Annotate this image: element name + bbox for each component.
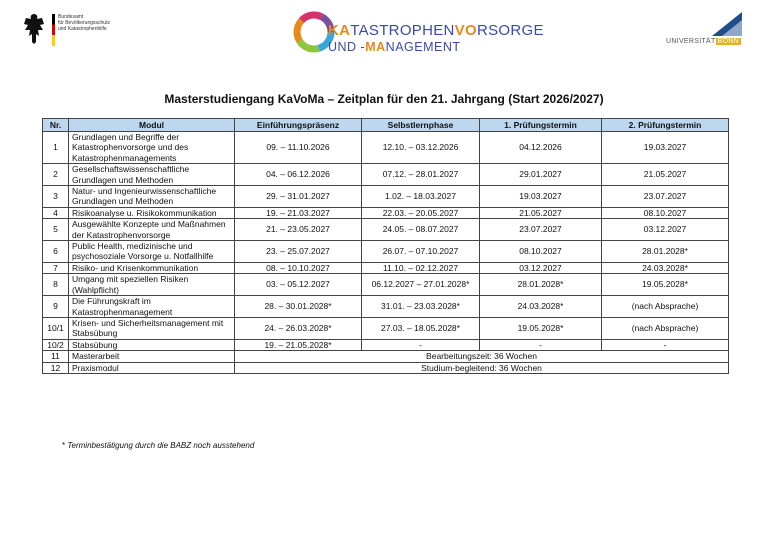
table-row — [43, 317, 729, 339]
federal-eagle-icon — [22, 12, 46, 46]
cell-pruefung1: 19.03.2027 — [480, 186, 602, 208]
cell-pruefung2: (nach Absprache) — [602, 296, 729, 318]
cell-modul: Krisen- und Sicherheitsmanagement mit Stabsübung — [69, 317, 235, 339]
cell-modul: Risikoanalyse u. Risikokommunikation — [69, 207, 235, 218]
cell-modul: Ausgewählte Konzepte und Maßnahmen der Katastrophenvorsorge — [69, 219, 235, 241]
cell-pruefung1: 21.05.2027 — [480, 207, 602, 218]
cell-selbstlern: 26.07. – 07.10.2027 — [362, 241, 480, 263]
cell-pruefung1: 29.01.2027 — [480, 164, 602, 186]
cell-nr: 8 — [43, 274, 69, 296]
cell-pruefung2: 03.12.2027 — [602, 219, 729, 241]
cell-modul: Grundlagen und Begriffe der Katastrophenvorsorge und des Katastrophenmanagements — [69, 132, 235, 164]
cell-pruefung2: (nach Absprache) — [602, 317, 729, 339]
cell-einfuehrung: 28. – 30.01.2028* — [235, 296, 362, 318]
cell-pruefung1: - — [480, 339, 602, 350]
bbk-line: und Katastrophenhilfe — [58, 26, 107, 33]
table-row — [43, 207, 729, 218]
cell-nr: 10/1 — [43, 317, 69, 339]
cell-selbstlern: 12.10. – 03.12.2026 — [362, 132, 480, 164]
cell-pruefung1: 08.10.2027 — [480, 241, 602, 263]
header-selbstlern: Selbstlernphase — [362, 119, 480, 132]
bbk-line: Bundesamt — [58, 14, 84, 20]
table-row — [43, 219, 729, 241]
cell-pruefung1: 03.12.2027 — [480, 262, 602, 273]
cell-einfuehrung: 29. – 31.01.2027 — [235, 186, 362, 208]
cell-merged-duration: Bearbeitungszeit: 36 Wochen — [235, 351, 729, 362]
cell-nr: 12 — [43, 362, 69, 373]
cell-einfuehrung: 19. – 21.03.2027 — [235, 207, 362, 218]
cell-nr: 7 — [43, 262, 69, 273]
page-title: Masterstudiengang KaVoMa – Zeitplan für den 21. Jahrgang (Start 2026/2027) — [164, 92, 604, 106]
table-row — [43, 339, 729, 350]
table-row — [43, 164, 729, 186]
header-einfuehrung: Einführungspräsenz — [235, 119, 362, 132]
cell-selbstlern: 07.12. – 28.01.2027 — [362, 164, 480, 186]
cell-modul: Die Führungskraft im Katastrophenmanagement — [69, 296, 235, 318]
footnote-text: Terminbestätigung durch die BABZ noch ausstehend — [67, 441, 255, 450]
cell-modul: Praxismodul — [69, 362, 235, 373]
cell-modul: Natur- und Ingenieurwissenschaftliche Grundlagen und Methoden — [69, 186, 235, 208]
schedule-table — [42, 118, 729, 374]
cell-pruefung1: 24.03.2028* — [480, 296, 602, 318]
cell-einfuehrung: 09. – 11.10.2026 — [235, 132, 362, 164]
uni-bonn-logo — [666, 12, 744, 48]
cell-einfuehrung: 19. – 21.05.2028* — [235, 339, 362, 350]
footnote-star: * — [62, 441, 66, 450]
cell-modul: Stabsübung — [69, 339, 235, 350]
cell-selbstlern: 11.10. – 02.12.2027 — [362, 262, 480, 273]
cell-einfuehrung: 08. – 10.10.2027 — [235, 262, 362, 273]
table-row — [43, 274, 729, 296]
cell-pruefung2: - — [602, 339, 729, 350]
cell-einfuehrung: 21. – 23.05.2027 — [235, 219, 362, 241]
kavoma-logo — [290, 8, 544, 56]
cell-nr: 11 — [43, 351, 69, 362]
cell-nr: 5 — [43, 219, 69, 241]
cell-pruefung2: 23.07.2027 — [602, 186, 729, 208]
cell-pruefung1: 04.12.2026 — [480, 132, 602, 164]
table-row — [43, 351, 729, 362]
cell-nr: 2 — [43, 164, 69, 186]
bbk-logo — [22, 12, 152, 52]
cell-nr: 3 — [43, 186, 69, 208]
cell-nr: 1 — [43, 132, 69, 164]
cell-pruefung2: 21.05.2027 — [602, 164, 729, 186]
kavoma-line2: UND -MANAGEMENT — [328, 40, 461, 54]
cell-pruefung1: 28.01.2028* — [480, 274, 602, 296]
table-row — [43, 296, 729, 318]
cell-nr: 4 — [43, 207, 69, 218]
header-modul: Modul — [69, 119, 235, 132]
cell-einfuehrung: 04. – 06.12.2026 — [235, 164, 362, 186]
bbk-text — [58, 14, 150, 33]
header-nr: Nr. — [43, 119, 69, 132]
cell-einfuehrung: 24. – 26.03.2028* — [235, 317, 362, 339]
cell-selbstlern: 31.01. – 23.03.2028* — [362, 296, 480, 318]
cell-einfuehrung: 03. – 05.12.2027 — [235, 274, 362, 296]
uni-bonn-mark-icon — [712, 12, 742, 36]
cell-modul: Risiko- und Krisenkommunikation — [69, 262, 235, 273]
kavoma-line1: KATASTROPHENVORSORGE — [328, 22, 544, 39]
cell-selbstlern: 1.02. – 18.03.2027 — [362, 186, 480, 208]
cell-pruefung1: 19.05.2028* — [480, 317, 602, 339]
cell-selbstlern: 24.05. – 08.07.2027 — [362, 219, 480, 241]
cell-pruefung2: 19.05.2028* — [602, 274, 729, 296]
header-pruefung1: 1. Prüfungstermin — [480, 119, 602, 132]
cell-einfuehrung: 23. – 25.07.2027 — [235, 241, 362, 263]
cell-pruefung2: 28.01.2028* — [602, 241, 729, 263]
table-row — [43, 186, 729, 208]
uni-bonn-text: UNIVERSITÄT BONN — [666, 38, 740, 45]
german-flag-stripe — [52, 14, 55, 46]
table-row — [43, 132, 729, 164]
cell-pruefung2: 24.03.2028* — [602, 262, 729, 273]
cell-pruefung1: 23.07.2027 — [480, 219, 602, 241]
cell-modul: Public Health, medizinische und psychosoziale Vorsorge u. Notfallhilfe — [69, 241, 235, 263]
footnote — [62, 441, 254, 450]
cell-selbstlern: 06.12.2027 – 27.01.2028* — [362, 274, 480, 296]
table-row — [43, 262, 729, 273]
cell-nr: 9 — [43, 296, 69, 318]
cell-modul: Umgang mit speziellen Risiken (Wahlpflicht) — [69, 274, 235, 296]
cell-merged-duration: Studium-begleitend: 36 Wochen — [235, 362, 729, 373]
table-header-row — [43, 119, 729, 132]
cell-pruefung2: 19.03.2027 — [602, 132, 729, 164]
cell-pruefung2: 08.10.2027 — [602, 207, 729, 218]
cell-nr: 10/2 — [43, 339, 69, 350]
cell-modul: Gesellschaftswissenschaftliche Grundlagen und Methoden — [69, 164, 235, 186]
cell-selbstlern: 27.03. – 18.05.2028* — [362, 317, 480, 339]
table-row — [43, 241, 729, 263]
cell-selbstlern: - — [362, 339, 480, 350]
cell-selbstlern: 22.03. – 20.05.2027 — [362, 207, 480, 218]
cell-nr: 6 — [43, 241, 69, 263]
header-pruefung2: 2. Prüfungstermin — [602, 119, 729, 132]
table-row — [43, 362, 729, 373]
bbk-line: für Bevölkerungsschutz — [58, 20, 110, 27]
cell-modul: Masterarbeit — [69, 351, 235, 362]
